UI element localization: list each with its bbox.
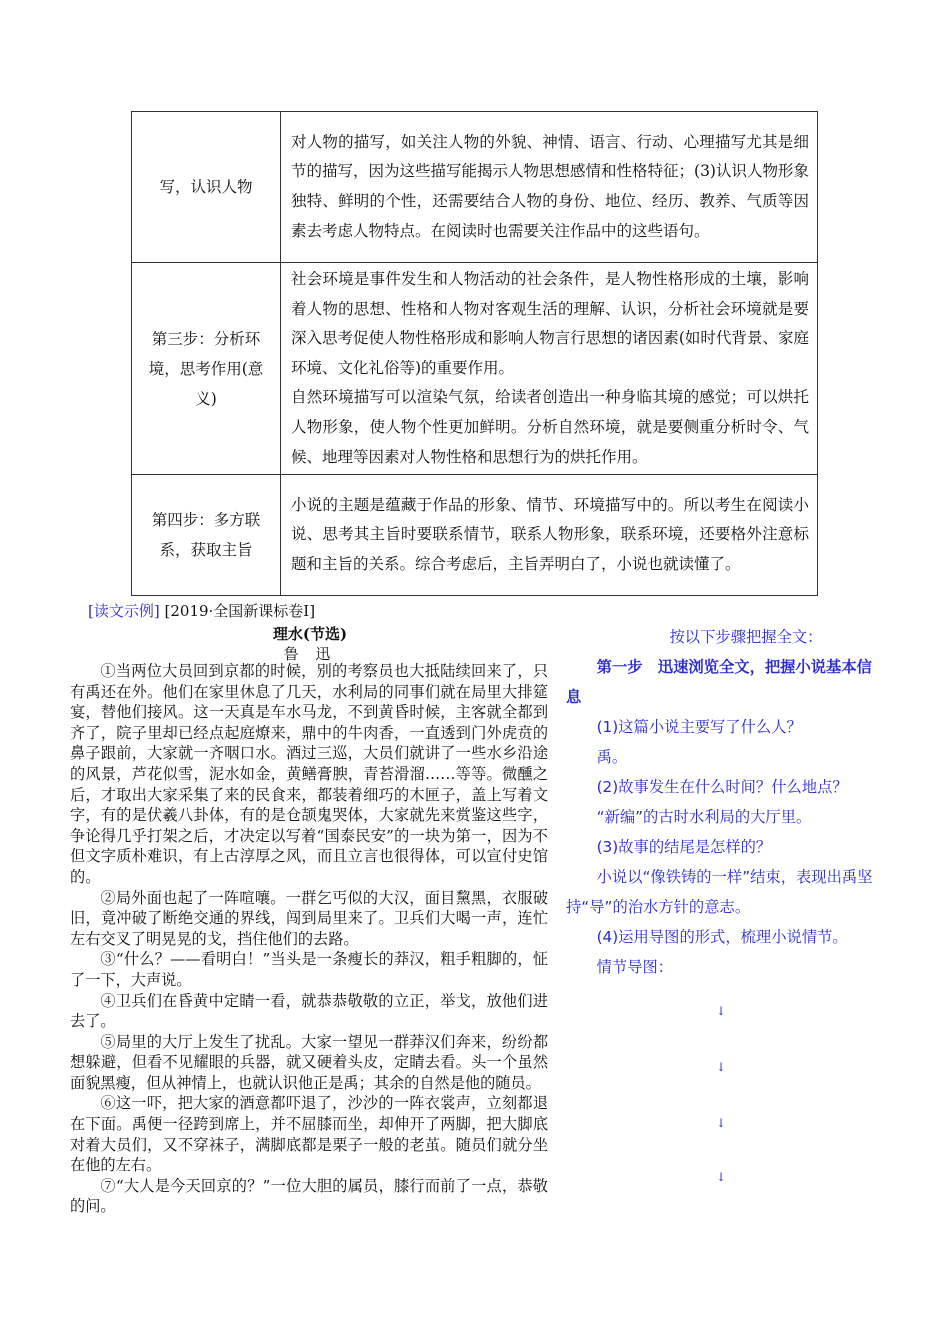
content-cell (281, 263, 818, 475)
guide-question: (1)这篇小说主要写了什么人？ (596, 718, 802, 736)
content-paragraph: 小说的主题是蕴藏于作品的形象、情节、环境描写中的。所以考生在阅读小说、思考其主旨时要联系情节，联系人物形象，联系环境，还要格外注意标题和主旨的关系。综合考虑后，主旨弄明白了，小说也就读懂了。 (291, 495, 809, 573)
down-arrow-icon: ↓ (716, 1170, 727, 1184)
article-title: 理水(节选) (272, 625, 348, 643)
plot-map-label: 情节导图： (596, 958, 674, 976)
article-body (70, 661, 548, 1217)
guide-question: (3)故事的结尾是怎样的？ (596, 838, 772, 856)
content-paragraph: 对人物的描写，如关注人物的外貌、神情、语言、行动、心理描写尤其是细节的描写，因为这些描写能揭示人物思想感情和性格特征；(3)认识人物形象独特、鲜明的个性，还需要结合人物的身份、地位、经历、教养、气质等因素去考虑人物特点。在阅读时也需要关注作品中的这些语句。 (291, 132, 809, 240)
article-author: 鲁 迅 (283, 645, 337, 663)
guide-question: (2)故事发生在什么时间？什么地点？ (596, 778, 848, 796)
article-paragraph: ⑥这一吓，把大家的酒意都吓退了，沙沙的一阵衣裳声，立刻都退在下面。禹便一径跨到席上，并不屈膝而坐，却伸开了两脚，把大脚底对着大员们，又不穿袜子，满脚底都是栗子一般的老茧。随员们就分坐在他的左右。 (70, 1094, 548, 1175)
example-tag: [读文示例] (88, 602, 160, 620)
article-paragraph: ③“什么？——看明白！”当头是一条瘦长的莽汉，粗手粗脚的，怔了一下，大声说。 (70, 950, 548, 989)
article-paragraph: ②局外面也起了一阵喧嚷。一群乞丐似的大汉，面目黧黑，衣服破旧，竟冲破了断绝交通的界线，闯到局里来了。卫兵们大喝一声，连忙左右交叉了明晃晃的戈，挡住他们的去路。 (70, 888, 548, 948)
guide-answer: 禹。 (596, 748, 628, 766)
reading-steps-table (131, 111, 818, 596)
down-arrow-icon: ↓ (716, 1116, 727, 1130)
example-heading (88, 600, 315, 621)
article-paragraph: ①当两位大员回到京都的时候，别的考察员也大抵陆续回来了，只有禹还在外。他们在家里休息了几天，水利局的同事们就在局里大排筵宴，替他们接风。这一天真是车水马龙，不到黄昏时候，主客就全都到齐了，院子里却已经点起庭燎来，鼎中的牛肉香，一直透到门外虎贲的鼻子跟前，大家就一齐咽口水。酒过三巡，大员们就讲了一些水乡沿途的风景，芦花似雪，泥水如金，黄鳝膏腴，青苔滑溜……等等。微醺之后，才取出大家采集了来的民食来，都装着细巧的木匣子，盖上写着文字，有的是伏羲八卦体，有的是仓颉鬼哭体，大家就先来赏鉴这些字，争论得几乎打架之后，才决定以写着“国泰民安”的一块为第一，因为不但文字质朴难识，有上古淳厚之风，而且立言也很得体，可以宣付史馆的。 (70, 662, 548, 886)
table-row (132, 263, 818, 475)
guide-header: 按以下步骤把握全文： (669, 628, 823, 646)
article-paragraph: ④卫兵们在昏黄中定睛一看，就恭恭敬敬的立正，举戈，放他们进去了。 (70, 991, 548, 1031)
step-cell: 第四步：多方联系，获取主旨 (132, 475, 281, 596)
content-cell (281, 112, 818, 263)
guide-step-1: 第一步 迅速浏览全文，把握小说基本信息 (566, 658, 872, 706)
guide-answer: “新编”的古时水利局的大厅里。 (596, 808, 812, 826)
down-arrow-icon: ↓ (716, 1004, 727, 1018)
article-paragraph: ⑦“大人是今天回京的？”一位大胆的属员，膝行而前了一点，恭敬的问。 (70, 1176, 548, 1216)
table-row (132, 475, 818, 596)
content-paragraph: 自然环境描写可以渲染气氛，给读者创造出一种身临其境的感觉；可以烘托人物形象，使人物个性更加鲜明。分析自然环境，就是要侧重分析时令、气候、地理等因素对人物性格和思想行为的烘托作用。 (291, 388, 809, 466)
reading-guide (566, 622, 886, 982)
guide-answer: 小说以“像铁铸的一样”结束，表现出禹坚持“导”的治水方针的意志。 (566, 868, 873, 916)
content-paragraph: 社会环境是事件发生和人物活动的社会条件，是人物性格形成的土壤，影响着人物的思想、性格和人物对客观生活的理解、认识，分析社会环境就是要深入思考促使人物性格形成和影响人物言行思想的诸因素(如时代背景、家庭环境、文化礼俗等)的重要作用。 (291, 270, 809, 377)
step-cell: 第三步：分析环境，思考作用(意义) (132, 263, 281, 475)
step-cell: 写，认识人物 (132, 112, 281, 263)
down-arrow-icon: ↓ (716, 1060, 727, 1074)
article-paragraph: ⑤局里的大厅上发生了扰乱。大家一望见一群莽汉们奔来，纷纷都想躲避，但看不见耀眼的兵器，就又硬着头皮，定睛去看。头一个虽然面貌黑瘦，但从神情上，也就认识他正是禹；其余的自然是他的随员。 (70, 1032, 548, 1092)
table-row (132, 112, 818, 263)
content-cell (281, 475, 818, 596)
guide-question: (4)运用导图的形式，梳理小说情节。 (596, 928, 848, 946)
example-source: [2019·全国新课标卷Ⅰ] (164, 602, 316, 620)
